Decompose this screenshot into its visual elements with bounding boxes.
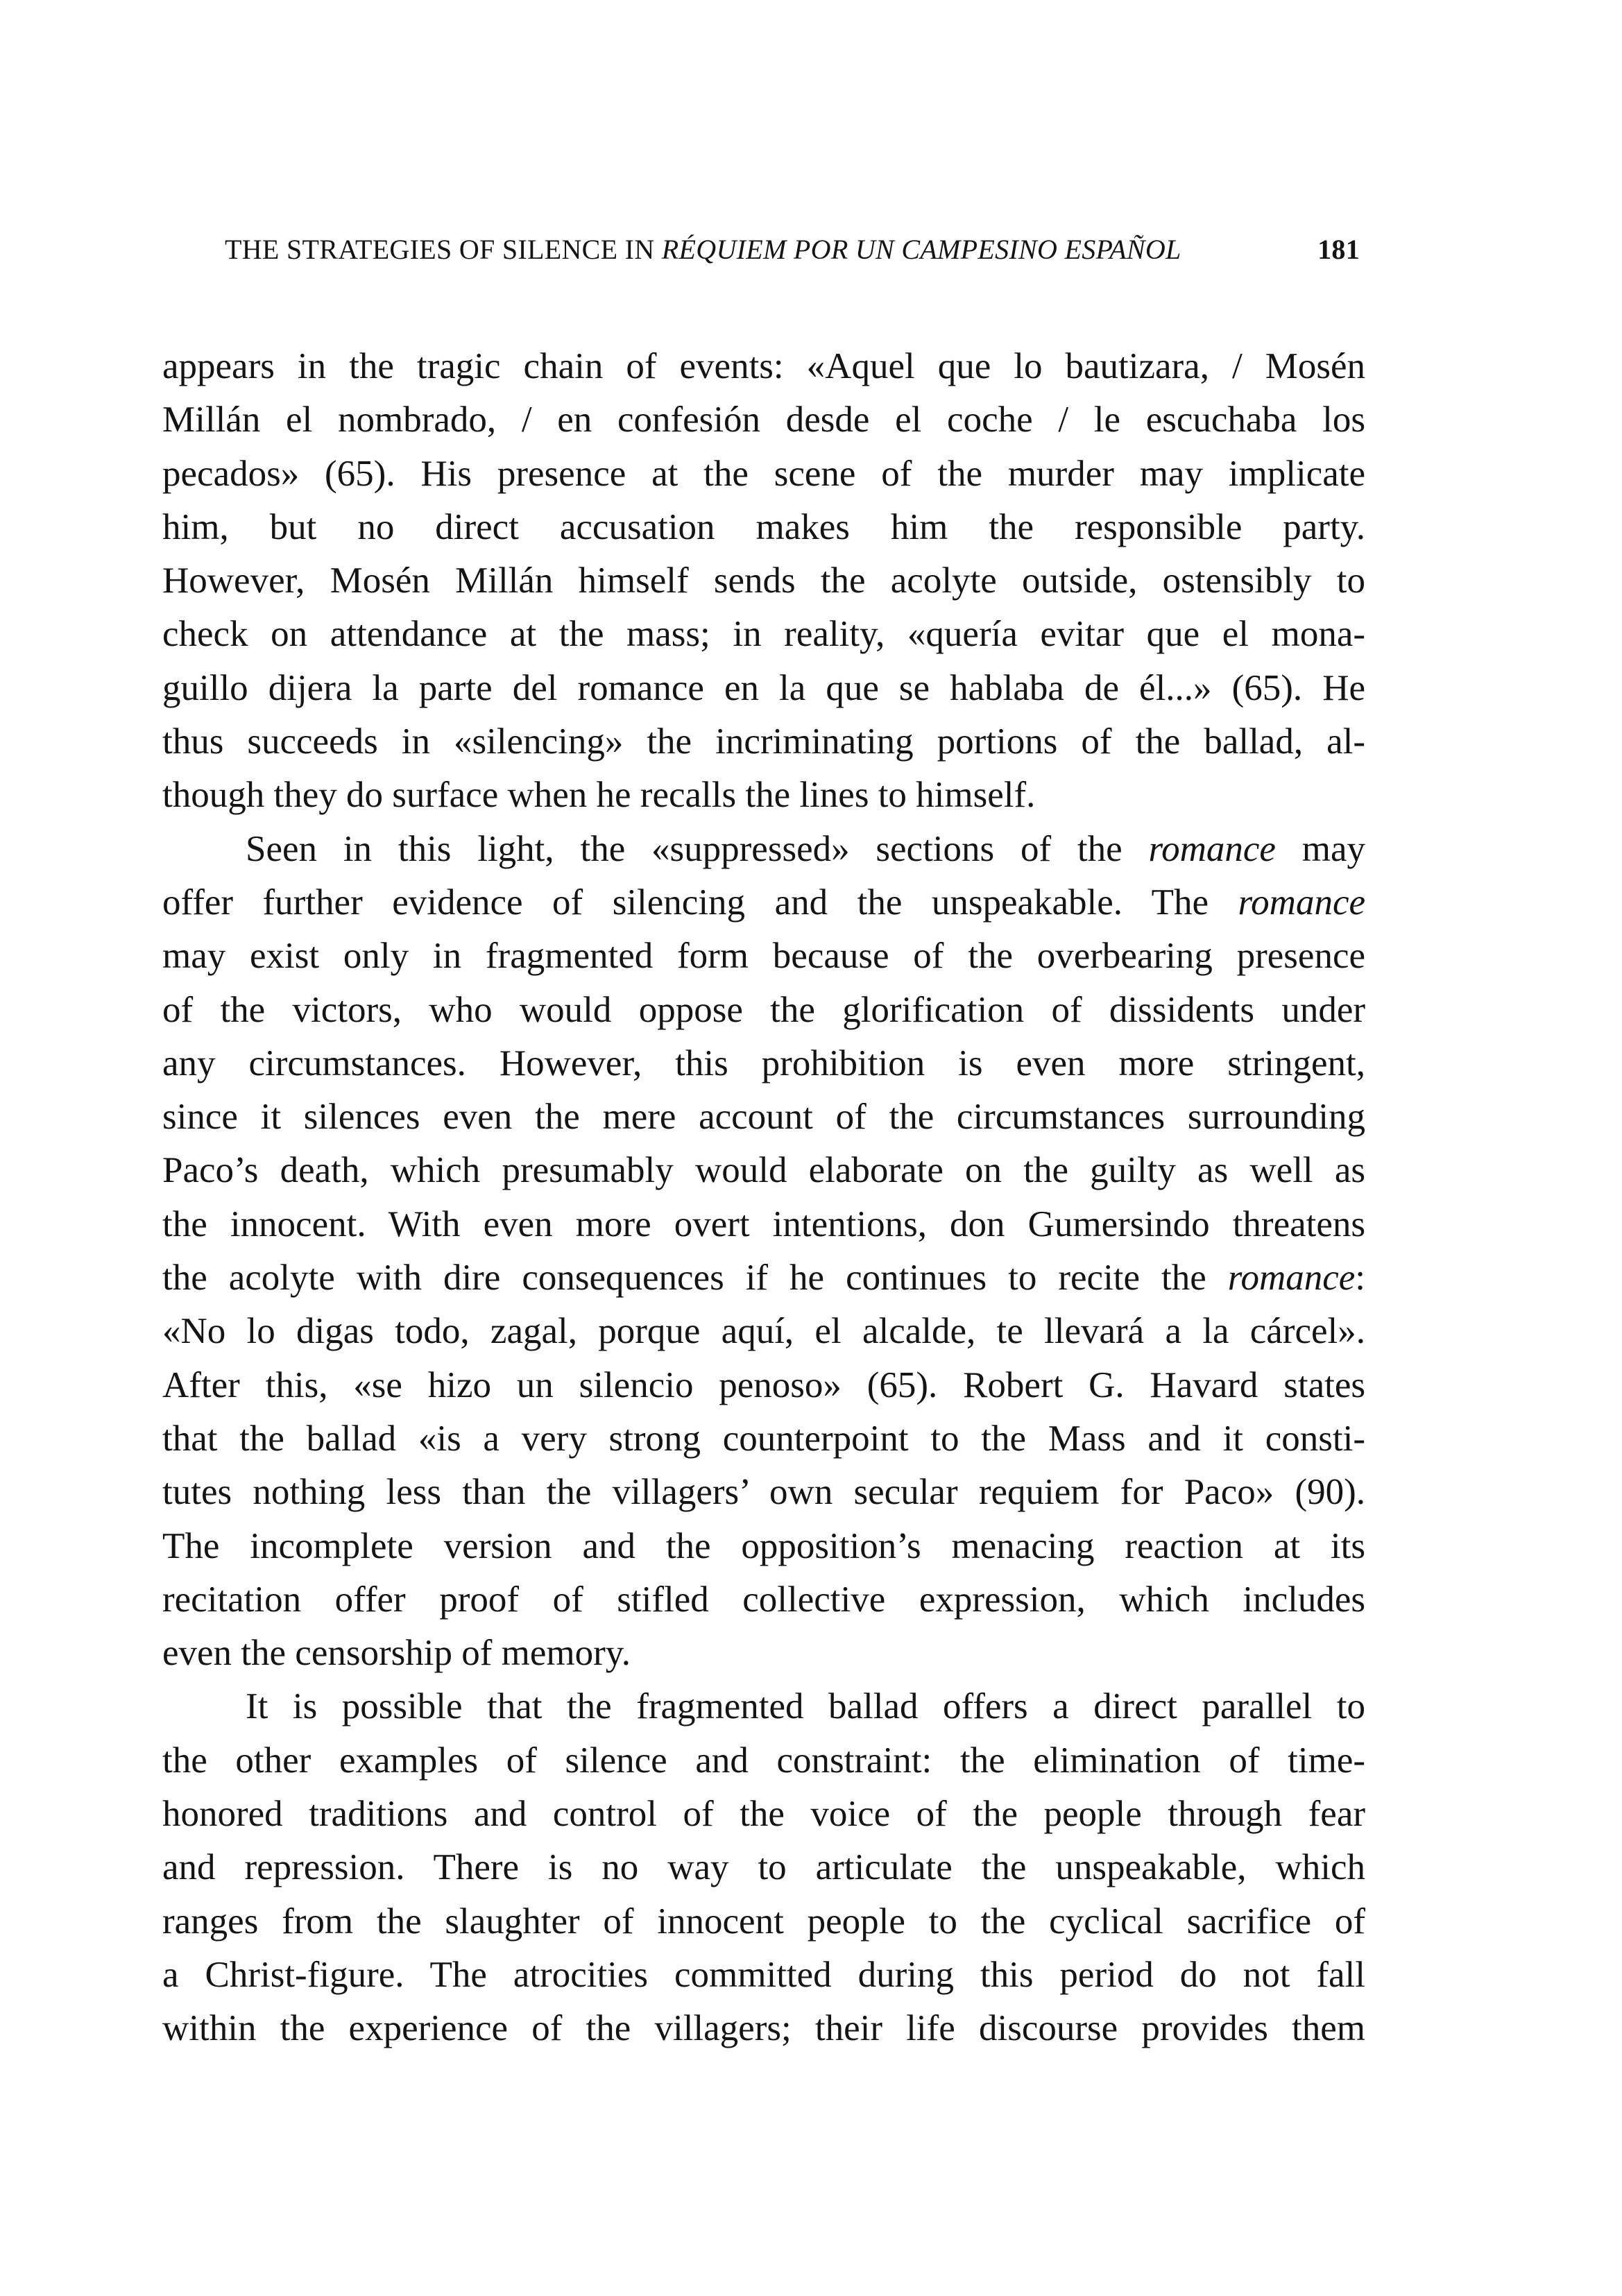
text-line [162,769,1365,822]
text-line [162,554,1365,608]
text-run: that the ballad «is a very strong counterpoint to the Mass and it consti- [162,1418,1365,1459]
paragraph [162,1680,1365,2055]
text-line [162,1895,1365,1948]
text-run: However, Mosén Millán himself sends the acolyte outside, ostensibly to [162,560,1365,601]
text-run: a Christ-figure. The atrocities committed during this period do not fall [162,1954,1365,1995]
text-run: «No lo digas todo, zagal, porque aquí, el alcalde, te llevará a la cárcel». [162,1311,1365,1352]
text-line [162,876,1365,929]
text-line [162,1037,1365,1090]
text-run: within the experience of the villagers; their life discourse provides them [162,2008,1365,2049]
text-line [162,1305,1365,1358]
text-line [162,2002,1365,2055]
text-run: even the censorship of memory. [162,1633,631,1674]
text-run: the acolyte with dire consequences if he continues to recite the [162,1258,1228,1299]
text-run: tutes nothing less than the villagers’ own secular requiem for Paco» (90). [162,1472,1365,1513]
text-line [162,715,1365,769]
italic-term: romance [1148,828,1276,869]
text-line [162,662,1365,715]
text-run: guillo dijera la parte del romance en la que se hablaba de él...» (65). He [162,667,1365,708]
text-run: offer further evidence of silencing and the unspeakable. The [162,882,1238,923]
text-line [162,1573,1365,1627]
text-run: of the victors, who would oppose the glorification of dissidents under [162,989,1365,1030]
text-line [162,1734,1365,1788]
text-run: pecados» (65). His presence at the scene of the murder may implicate [162,453,1365,494]
text-run: though they do surface when he recalls the lines to himself. [162,775,1036,816]
text-run: check on attendance at the mass; in reality, «quería evitar que el mona- [162,614,1365,655]
running-head-title [225,229,1181,271]
text-line [162,1359,1365,1412]
text-line [162,1251,1365,1305]
text-line [162,1466,1365,1519]
text-run: may exist only in fragmented form because of the overbearing presence [162,936,1365,977]
text-line [162,1090,1365,1144]
text-line [162,608,1365,661]
text-line [162,393,1365,447]
text-run: Millán el nombrado, / en confesión desde el coche / le escuchaba los [162,400,1365,440]
text-line [162,1788,1365,1841]
running-head [225,229,1365,271]
paragraph [162,823,1365,1681]
text-line [162,1680,1365,1733]
text-run: and repression. There is no way to articulate the unspeakable, which [162,1847,1365,1888]
text-line [162,823,1365,876]
text-run: the innocent. With even more overt intentions, don Gumersindo threatens [162,1203,1365,1244]
text-run: ranges from the slaughter of innocent people to the cyclical sacrifice of [162,1901,1365,1942]
text-run: After this, «se hizo un silencio penoso» (65). Robert G. Havard states [162,1364,1365,1405]
italic-term: romance [1238,882,1365,923]
running-head-title-italic: RÉQUIEM POR UN CAMPESINO ESPAÑOL [661,234,1181,265]
text-run: recitation offer proof of stifled collective expression, which includes [162,1579,1365,1620]
text-line [162,929,1365,983]
text-line [162,340,1365,393]
text-run: It is possible that the fragmented ballad offers a direct parallel to [246,1686,1365,1727]
text-line [162,1144,1365,1197]
text-run: the other examples of silence and constraint: the elimination of time- [162,1740,1365,1781]
text-run: honored traditions and control of the voice of the people through fear [162,1794,1365,1835]
text-line [162,1520,1365,1573]
text-line [162,501,1365,554]
text-run: appears in the tragic chain of events: «Aquel que lo bautizara, / Mosén [162,346,1365,386]
running-head-title-prefix: THE STRATEGIES OF SILENCE IN [225,234,662,265]
text-run: The incomplete version and the opposition’s menacing reaction at its [162,1525,1365,1566]
italic-term: romance [1227,1258,1356,1299]
text-run: Seen in this light, the «suppressed» sections of the [246,828,1149,869]
text-line [162,984,1365,1037]
text-line [162,1627,1365,1680]
text-line [162,1198,1365,1251]
text-line [162,1412,1365,1466]
page-number: 181 [1317,234,1360,265]
text-run: : [1355,1258,1365,1299]
paragraph [162,340,1365,823]
text-run: him, but no direct accusation makes him the responsible party. [162,506,1365,547]
text-line [162,447,1365,501]
text-run: since it silences even the mere account of the circumstances surrounding [162,1097,1365,1138]
body-text [162,340,1365,2056]
text-run: Paco’s death, which presumably would elaborate on the guilty as well as [162,1150,1365,1191]
text-run: may [1275,828,1365,869]
text-line [162,1841,1365,1894]
text-run: any circumstances. However, this prohibition is even more stringent, [162,1043,1365,1083]
text-run: thus succeeds in «silencing» the incriminating portions of the ballad, al- [162,721,1365,762]
text-line [162,1948,1365,2002]
